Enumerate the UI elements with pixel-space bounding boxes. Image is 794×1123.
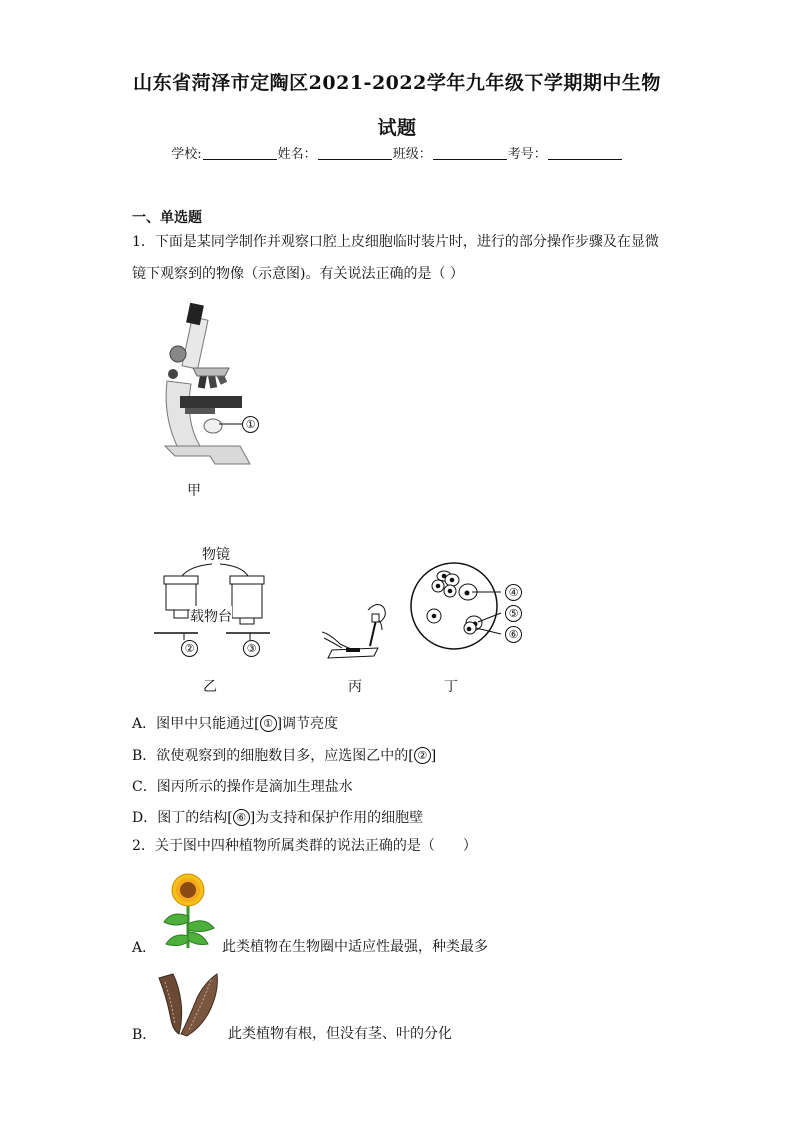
microscope-figure (155, 296, 275, 476)
option-text: 欲使观察到的细胞数目多，应选图乙中的[ (156, 748, 414, 764)
mark-1: ① (242, 416, 259, 433)
q1-stem-line1: 1．下面是某同学制作并观察口腔上皮细胞临时装片时，进行的部分操作步骤及在显微 (132, 234, 659, 250)
number-label: 考号： (507, 147, 547, 162)
option-mark: ⑥ (233, 809, 250, 826)
microscope-icon (165, 303, 250, 464)
q2-option-b[interactable] (132, 1024, 156, 1044)
q2-option-a-text: 此类植物在生物圈中适应性最强，种类最多 (222, 939, 488, 955)
option-letter: B． (132, 1027, 157, 1043)
option-letter: B． (132, 748, 157, 764)
option-text-end: ]为支持和保护作用的细胞壁 (249, 810, 424, 826)
class-blank (433, 146, 507, 160)
option-text-end: ]调节亮度 (276, 716, 339, 732)
school-blank (203, 146, 277, 160)
fig-bing-label: 丙 (348, 679, 362, 695)
school-label: 学校: (171, 147, 202, 162)
dropper-hand-icon (368, 604, 385, 646)
name-blank (318, 146, 392, 160)
section-heading: 一、单选题 (132, 210, 202, 226)
option-letter: C． (132, 779, 157, 795)
option-mark: ① (260, 715, 277, 732)
mark-6: ⑥ (505, 626, 522, 643)
q1-option-c[interactable] (132, 776, 353, 796)
name-label: 姓名： (277, 147, 317, 162)
option-text: 图丙所示的操作是滴加生理盐水 (156, 779, 353, 795)
option-letter: A． (132, 940, 157, 956)
q2-option-a[interactable] (132, 937, 156, 957)
q1-stem-line2: 镜下观察到的物像（示意图)。有关说法正确的是（ ） (132, 266, 464, 282)
mark-3: ③ (243, 640, 260, 657)
objectives-figure (150, 560, 275, 640)
slide-figure (318, 598, 392, 662)
view-field-figure (408, 560, 508, 660)
exam-title-line1: 山东省菏泽市定陶区2021-2022学年九年级下学期期中生物 (133, 72, 661, 94)
option-mark: ② (414, 747, 431, 764)
stage-label: 载物台 (190, 606, 232, 626)
q2-option-b-text: 此类植物有根，但没有茎、叶的分化 (228, 1026, 452, 1042)
option-letter: D． (132, 810, 158, 826)
q1-option-b[interactable] (132, 745, 436, 765)
exam-title-line2: 试题 (377, 117, 417, 139)
mark-5: ⑤ (505, 605, 522, 622)
sunflower-icon (158, 872, 222, 950)
objective-label: 物镜 (202, 547, 230, 563)
objective-right-icon (230, 576, 264, 624)
option-text-end: ] (430, 748, 437, 764)
mark-4: ④ (505, 584, 522, 601)
class-label: 班级： (392, 147, 432, 162)
fig-ding-label: 丁 (444, 679, 458, 695)
option-letter: A． (132, 716, 157, 732)
q2-stem: 2．关于图中四种植物所属类群的说法正确的是（ ） (132, 838, 477, 854)
option-text: 图丁的结构[ (157, 810, 233, 826)
fig-jia-label: 甲 (187, 483, 201, 499)
fig-yi-label: 乙 (203, 679, 217, 695)
q1-option-d[interactable] (132, 807, 423, 827)
q1-option-a[interactable] (132, 713, 338, 733)
kelp-icon (153, 968, 225, 1040)
option-text: 图甲中只能通过[ (156, 716, 260, 732)
student-info-line (0, 143, 794, 162)
number-blank (548, 146, 622, 160)
mark-2: ② (181, 640, 198, 657)
